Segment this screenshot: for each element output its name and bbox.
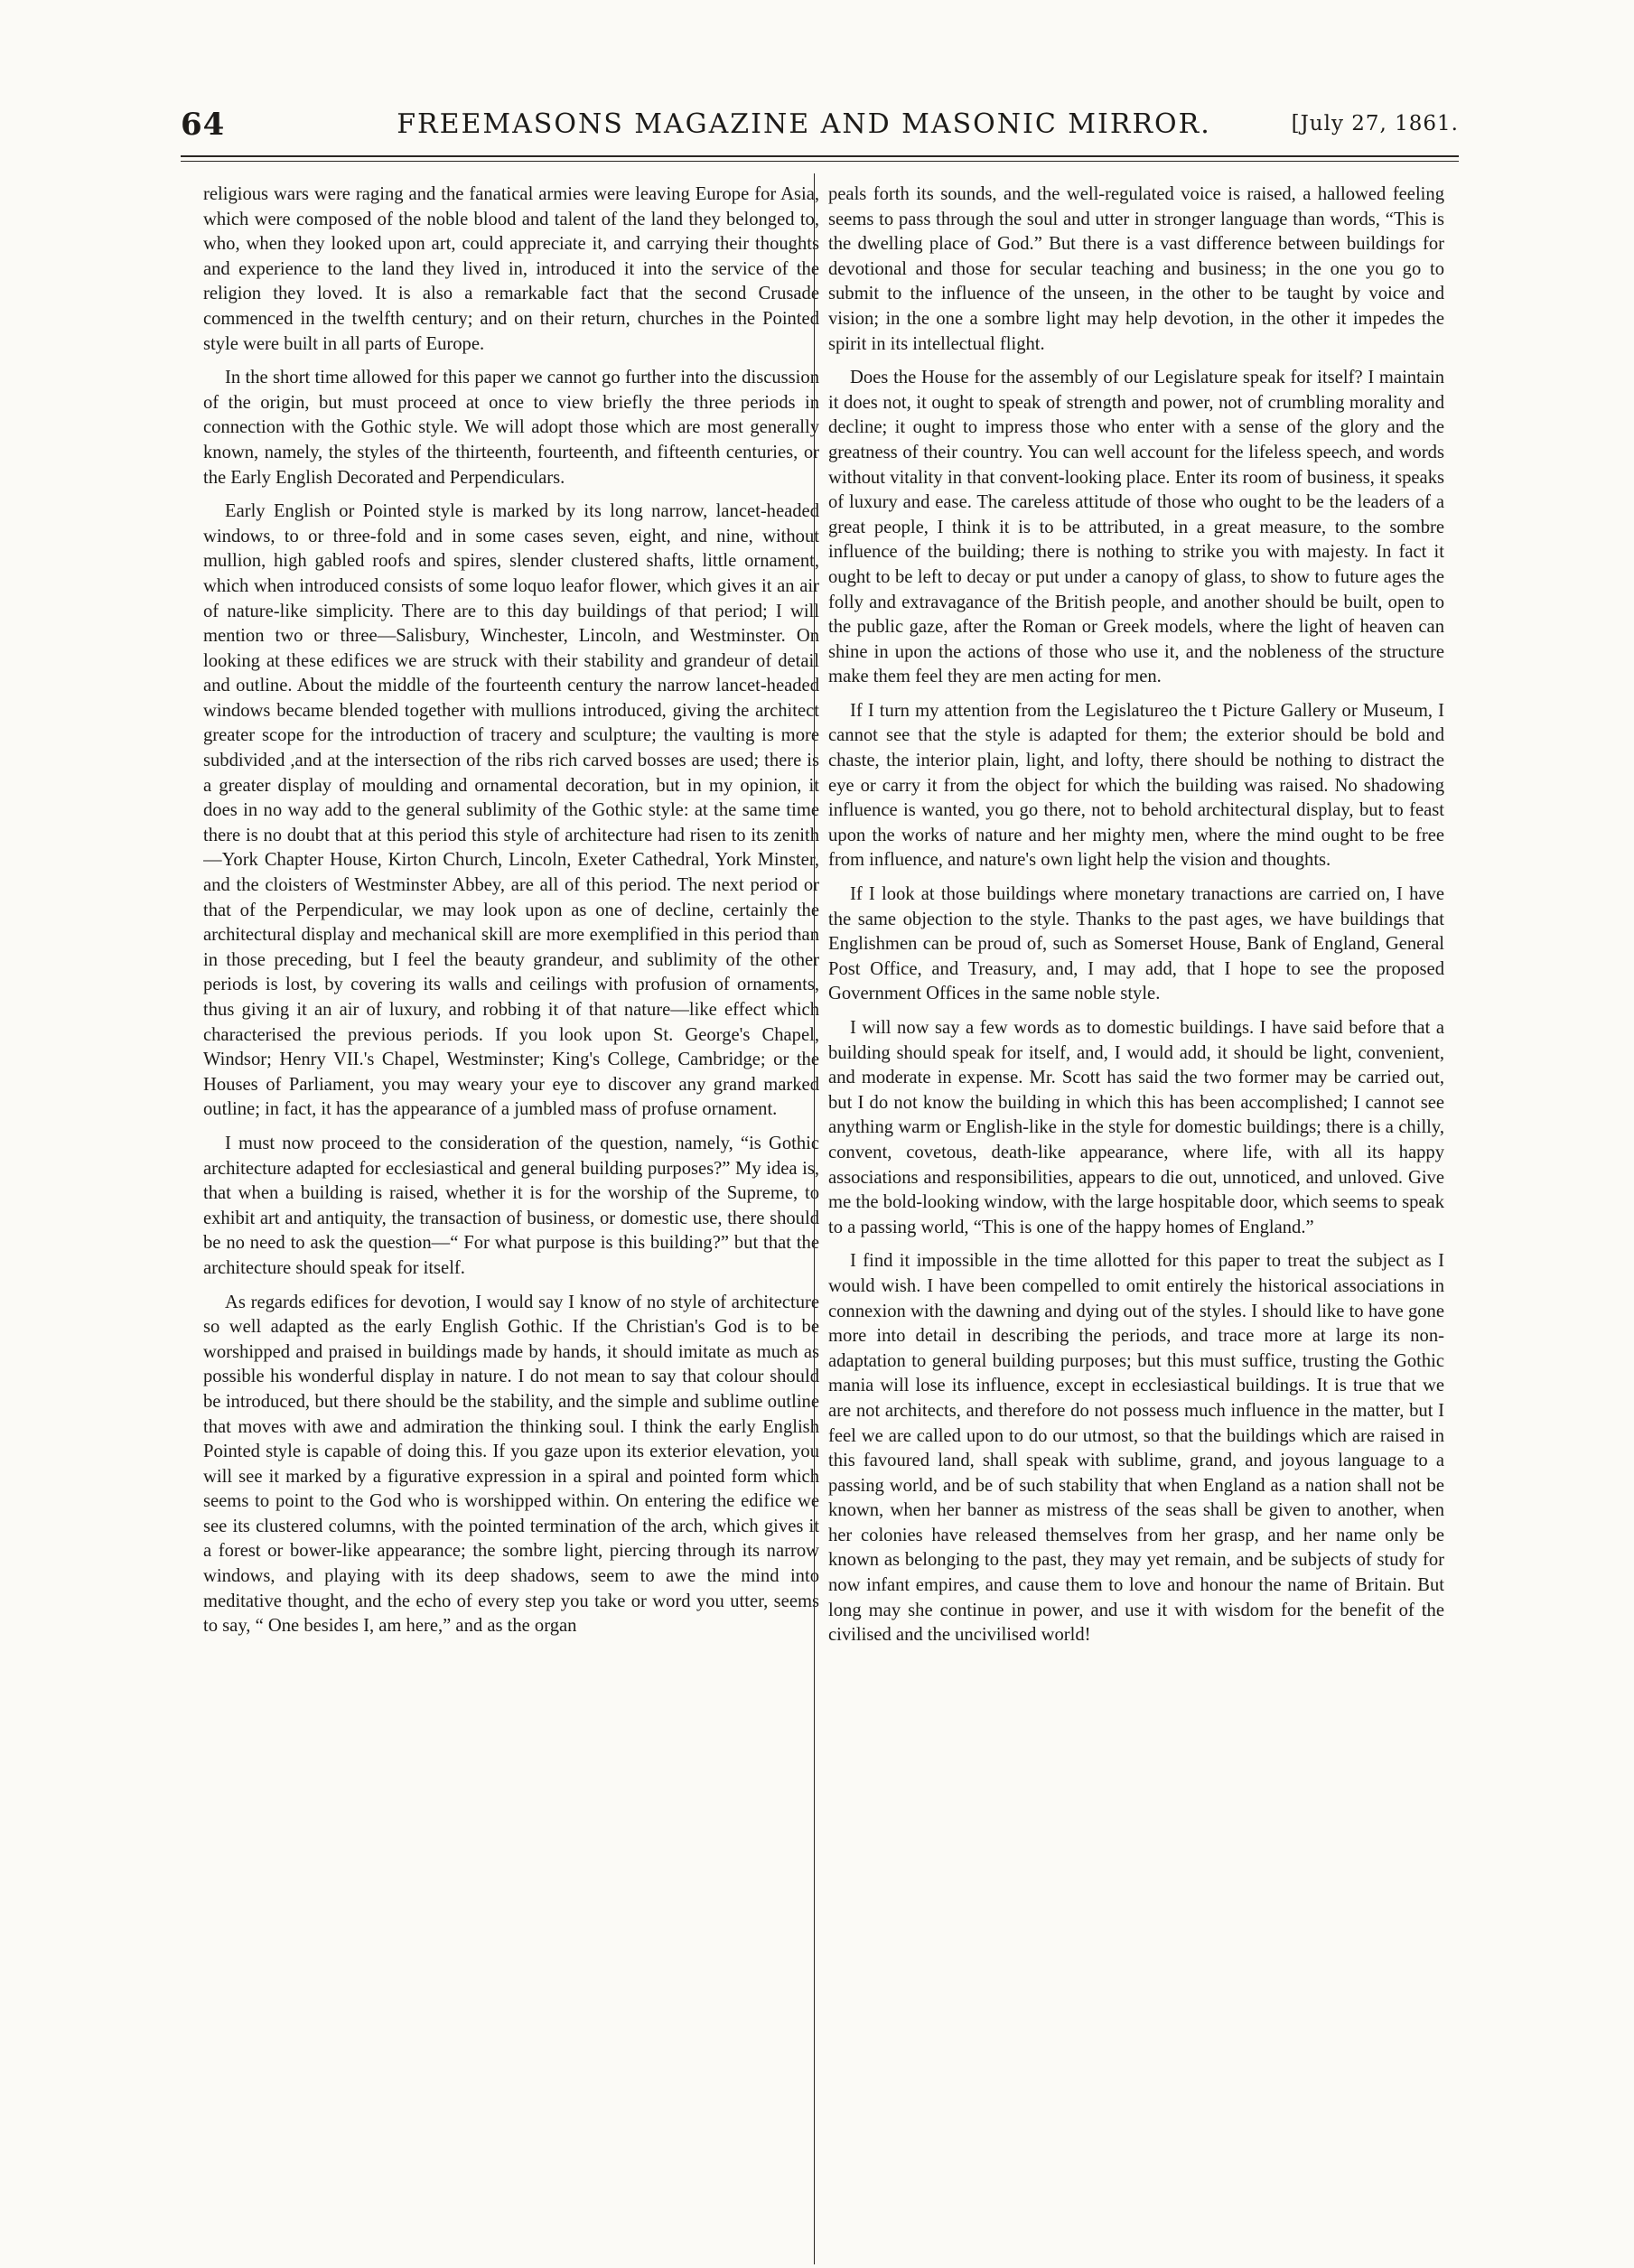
header-rule-thin <box>181 161 1459 162</box>
left-column <box>203 182 819 2206</box>
column-divider <box>814 173 815 2264</box>
paragraph: As regards edifices for devotion, I would say I know of no style of architecture so well adapted as the early English Gothic. If the Christian's God is to be worshipped and praised in buildings made by hands, it should imitate as much as possible his wonderful display in nature. I do not mean to say that colour should be introduced, but there should be the stability, and the simple and sublime outline that moves with awe and admiration the thinking soul. I think the early English Pointed style is capable of doing this. If you gaze upon its exterior elevation, you will see it marked by a figurative expression in a spiral and pointed form which seems to point to the God who is worshipped within. On entering the edifice we see its clustered columns, with the pointed termination of the arch, which gives it a forest or bower-like appearance; the sombre light, piercing through its narrow windows, and playing with its deep shadows, seem to awe the mind into meditative thought, and the echo of every step you take or word you utter, seems to say, “ One besides I, am here,” and as the organ <box>203 1292 819 1637</box>
page-header <box>181 107 1459 146</box>
paragraph: I must now proceed to the consideration of the question, namely, “is Gothic architecture adapted for ecclesiastical and general building purposes?” My idea is, that when a building is raised, whether it is for the worship of the Supreme, to exhibit art and antiquity, the transaction of business, or domestic use, there should be no need to ask the question—“ For what purpose is this building?” but that the architecture should speak for itself. <box>203 1133 819 1278</box>
page-number: 64 <box>181 107 226 143</box>
issue-date: [July 27, 1861. <box>1291 112 1459 135</box>
paragraph: Early English or Pointed style is marked by its long narrow, lancet-headed windows, to or three-fold and in some cases seven, eight, and nine, without mullion, high gabled roofs and spires, slender clustered shafts, little ornament, which when introduced consists of some loquo leafor flower, which gives it an air of nature-like simplicity. There are to this day buildings of that period; I will mention two or three—Salisbury, Winchester, Lincoln, and Westminster. On looking at these edifices we are struck with their stability and grandeur of detail and outline. About the middle of the fourteenth century the narrow lancet-headed windows became blended together with mullions introduced, giving the architect greater scope for the introduction of tracery and sculpture; the vaulting is more subdivided ,and at the intersection of the ribs rich carved bosses are used; there is a greater display of moulding and ornamental decoration, but in my opinion, it does in no way add to the general sublimity of the Gothic style: at the same time there is no doubt that at this period this style of architecture had risen to its zenith—York Chapter House, Kirton Church, Lincoln, Exeter Cathedral, York Minster, and the cloisters of Westminster Abbey, are all of this period. The next period or that of the Perpendicular, we may look upon as one of decline, certainly the architectural display and mechanical skill are more exemplified in this period than in those preceding, but I feel the beauty grandeur, and sublimity of the other periods is lost, by covering its walls and ceilings with profusion of ornaments, thus giving it an air of luxury, and robbing it of that nature—like effect which characterised the previous periods. If you look upon St. George's Chapel, Windsor; Henry VII.'s Chapel, Westminster; King's College, Cambridge; or the Houses of Parliament, you may weary your eye to discover any grand marked outline; in fact, it has the appearance of a jumbled mass of profuse ornament. <box>203 501 819 1120</box>
paragraph: If I turn my attention from the Legislatureo the t Picture Gallery or Museum, I cannot see that the style is adapted for them; the exterior should be bold and chaste, the interior plain, light, and lofty, there should be nothing to distract the eye or carry it from the object for which the building was raised. No shadowing influence is wanted, you go there, not to behold architectural display, but to feast upon the works of nature and her mighty men, where the mind ought to be free from influence, and nature's own light help the vision and thoughts. <box>828 700 1444 871</box>
paragraph: Does the House for the assembly of our Legislature speak for itself? I maintain it does not, it ought to speak of strength and power, not of crumbling morality and decline; it ought to impress those who enter with a sense of the glory and the greatness of their country. You can well account for the lifeless speech, and words without vitality in that convent-looking place. Enter its room of business, it speaks of luxury and ease. The careless attitude of those who ought to be the leaders of a great people, I think it is to be attributed, in a great measure, to the sombre influence of the building; there is nothing to strike you with majesty. In fact it ought to be left to decay or put under a canopy of glass, to show to future ages the folly and extravagance of the British people, and another should be built, open to the public gaze, after the Roman or Greek models, where the light of heaven can shine in upon the actions of those who use it, and the nobleness of the structure make them feel they are men acting for men. <box>828 368 1444 687</box>
right-column <box>828 182 1444 2206</box>
paragraph: In the short time allowed for this paper we cannot go further into the discussion of the origin, but must proceed at once to view briefly the three periods in connection with the Gothic style. We will adopt those which are most generally known, namely, the styles of the thirteenth, fourteenth, and fifteenth centuries, or the Early English Decorated and Perpendiculars. <box>203 368 819 488</box>
header-rule-thick <box>181 155 1459 157</box>
paragraph: religious wars were raging and the fanatical armies were leaving Europe for Asia, which were composed of the noble blood and talent of the land they belonged to, who, when they looked upon art, could appreciate it, and carrying their thoughts and experience to the land they lived in, introduced it into the service of the religion they loved. It is also a remarkable fact that the second Crusade commenced in the twelfth century; and on their return, churches in the Pointed style were built in all parts of Europe. <box>203 184 819 354</box>
paragraph: If I look at those buildings where monetary tranactions are carried on, I have the same objection to the style. Thanks to the past ages, we have buildings that Englishmen can be proud of, such as Somerset House, Bank of England, General Post Office, and Treasury, and, I may add, that I hope to see the proposed Government Offices in the same noble style. <box>828 884 1444 1004</box>
paragraph: I find it impossible in the time allotted for this paper to treat the subject as I would wish. I have been compelled to omit entirely the historical associations in connexion with the dawning and dying out of the styles. I should like to have gone more into detail in describing the periods, and trace more at large its non-adaptation to general building purposes; but this must suffice, trusting the Gothic mania will lose its influence, except in ecclesiastical buildings. It is true that we are not architects, and therefore do not possess much influence in the matter, but I feel we are called upon to do our utmost, so that the buildings which are raised in this favoured land, shall speak with sublime, grand, and joyous language to a passing world, and be of such stability that when England as a nation shall not be known, when her banner as mistress of the seas shall be given to another, when her colonies have released themselves from her grasp, and her name only be known as belonging to the past, they may yet remain, and be subjects of study for now infant empires, and cause them to love and honour the name of Britain. But long may she continue in power, and use it with wisdom for the benefit of the civilised and the uncivilised world! <box>828 1251 1444 1646</box>
paragraph: I will now say a few words as to domestic buildings. I have said before that a building should speak for itself, and, I would add, it should be light, convenient, and moderate in expense. Mr. Scott has said the two former may be carried out, but I do not know the building in which this has been accomplished; I cannot see anything warm or English-like in the style for domestic buildings; there is a chilly, convent, covetous, death-like appearance, where life, with all its happy associations and responsibilities, appears to die out, unnoticed, and unloved. Give me the bold-looking window, with the large hospitable door, which seems to speak to a passing world, “This is one of the happy homes of England.” <box>828 1018 1444 1237</box>
masthead-title: FREEMASONS MAGAZINE AND MASONIC MIRROR. <box>397 108 1211 140</box>
paragraph: peals forth its sounds, and the well-regulated voice is raised, a hallowed feeling seems to pass through the soul and utter in stronger language than words, “This is the dwelling place of God.” But there is a vast difference between buildings for devotional and those for secular teaching and business; in the one you go to submit to the influence of the unseen, in the other to be taught by voice and vision; in the one a sombre light may help devotion, in the other it impedes the spirit in its intellectual flight. <box>828 184 1444 354</box>
